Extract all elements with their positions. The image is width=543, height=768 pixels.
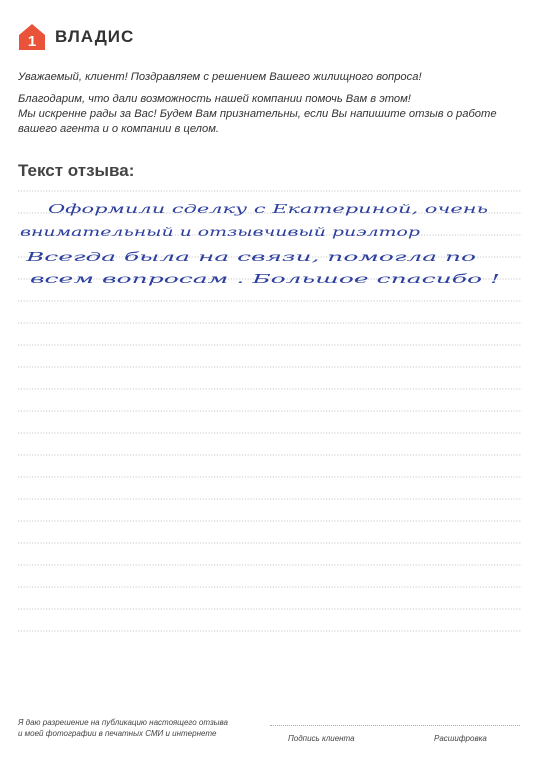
handwritten-line-1: Оформили сделку с Екатериной, очень (48, 201, 489, 216)
consent-line-2: и моей фотографии в печатных СМИ и интернете (18, 729, 217, 738)
signature-field-line (270, 724, 520, 726)
logo-number: 1 (27, 33, 37, 50)
handwritten-review (20, 201, 500, 286)
thanks-line-3: вашего агента и о компании в целом. (18, 123, 219, 135)
signature-label: Подпись клиента (288, 734, 355, 743)
decode-label: Расшифровка (434, 734, 487, 743)
thanks-line-1: Благодарим, что дали возможность нашей компании помочь Вам в этом! (18, 93, 411, 105)
handwritten-line-3: Всегда была на связи, помогла по (24, 249, 477, 264)
thanks-line-2: Мы искренне рады за Вас! Будем Вам признательны, если Вы напишите отзыв о работе (18, 108, 497, 120)
publication-consent (18, 717, 228, 739)
review-title: Текст отзыва: (18, 161, 135, 180)
handwritten-line-2: внимательный и отзывчивый риэлтор (20, 224, 420, 239)
review-ruled-area (18, 0, 522, 768)
brand-name: ВЛАДИС (55, 27, 135, 46)
greeting-text: Уважаемый, клиент! Поздравляем с решением Вашего жилищного вопроса! (18, 71, 422, 83)
handwritten-line-4: всем вопросам . Большое спасибо ! (30, 271, 500, 286)
consent-line-1: Я даю разрешение на публикацию настоящего отзыва (18, 718, 228, 727)
